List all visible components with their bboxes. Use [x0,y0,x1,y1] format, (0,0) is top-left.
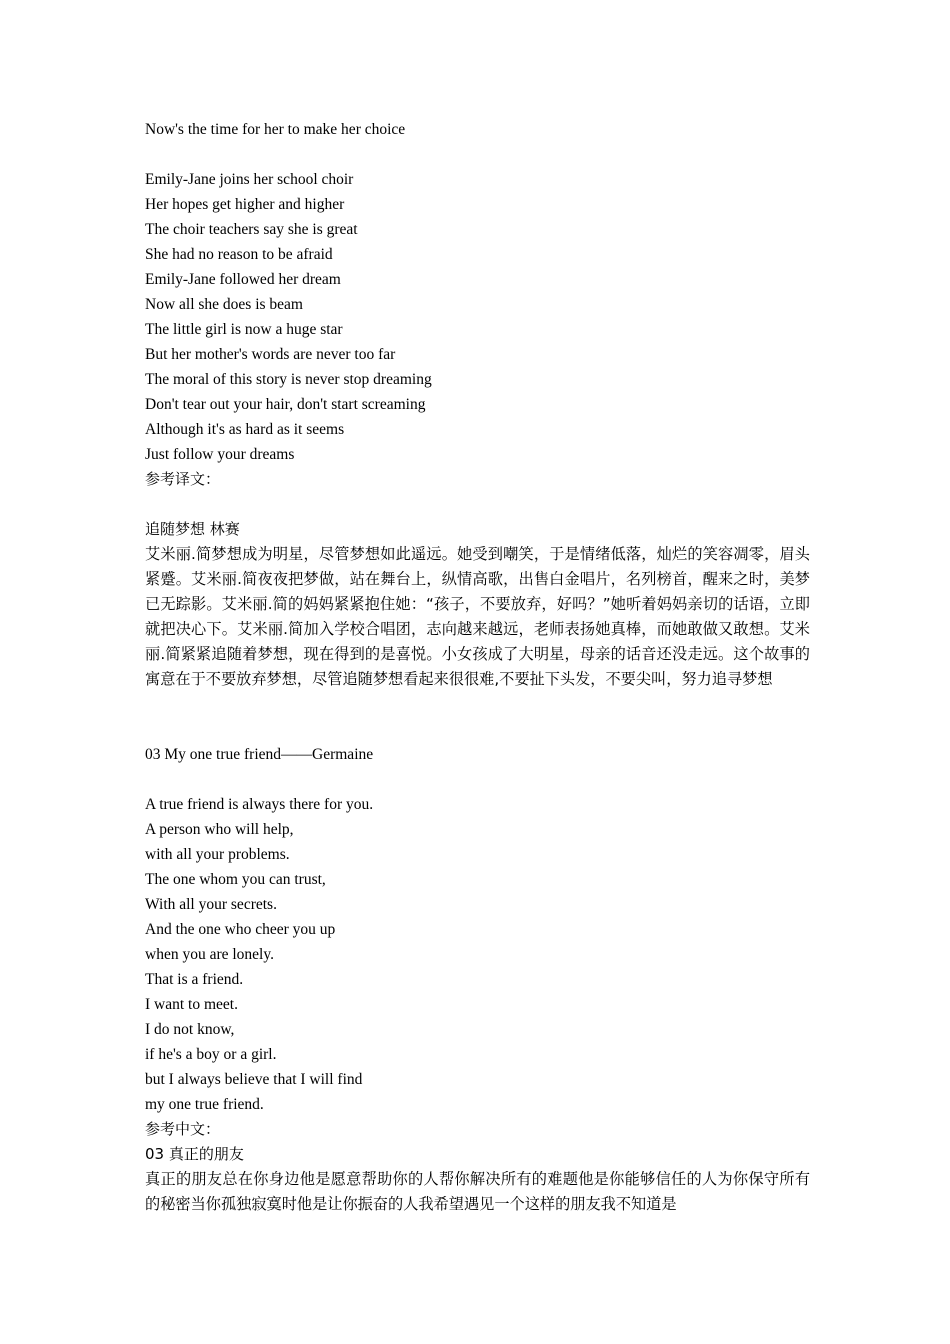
blank-line [145,717,810,742]
lyric-line: And the one who cheer you up [145,921,336,938]
lyric-line: With all your secrets. [145,896,277,913]
document-body [145,117,810,1217]
lyric-line: But her mother's words are never too far [145,346,396,363]
lyric-line: Now all she does is beam [145,296,303,313]
lyric-line: if he's a boy or a girl. [145,1046,277,1063]
lyric-line: She had no reason to be afraid [145,246,333,263]
lyric-line: The one whom you can trust, [145,871,326,888]
lyric-line: I want to meet. [145,996,238,1013]
blank-line [145,142,810,167]
lyric-line: my one true friend. [145,1096,264,1113]
blank-line [145,492,810,517]
translation-label: 参考中文： [145,1120,221,1138]
lyrics-dream [145,167,810,467]
lyric-line: Don't tear out your hair, don't start screaming [145,396,426,413]
lyric-line: Just follow your dreams [145,446,295,463]
translation-title: 03 真正的朋友 [145,1145,244,1163]
lyric-line: The choir teachers say she is great [145,221,358,238]
translation-paragraph: 真正的朋友总在你身边他是愿意帮助你的人帮你解决所有的难题他是你能够信任的人为你保守所有的秘密当你孤独寂寞时他是让你振奋的人我希望遇见一个这样的朋友我不知道是 [145,1170,810,1213]
lyric-line: A person who will help, [145,821,294,838]
translation-paragraph: 艾米丽.简梦想成为明星，尽管梦想如此遥远。她受到嘲笑，于是情绪低落，灿烂的笑容凋零，眉头紧蹙。艾米丽.简夜夜把梦做，站在舞台上，纵情高歌，出售白金唱片，名列榜首，醒来之时，美梦已无踪影。艾米丽.简的妈妈紧紧抱住她：“孩子，不要放弃，好吗？”她听着妈妈亲切的话语，立即就把决心下。艾米丽.简加入学校合唱团，志向越来越远，老师表扬她真棒，而她敢做又敢想。艾米丽.简紧紧追随着梦想，现在得到的是喜悦。小女孩成了大明星，母亲的话音还没走远。这个故事的寓意在于不要放弃梦想，尽管追随梦想看起来很很难,不要扯下头发，不要尖叫，努力追寻梦想 [145,545,810,688]
lyric-line: with all your problems. [145,846,290,863]
lyric-line: That is a friend. [145,971,244,988]
lyric-line: Emily-Jane followed her dream [145,271,341,288]
section-title: 03 My one true friend——Germaine [145,746,374,763]
lyric-line: A true friend is always there for you. [145,796,374,813]
blank-line [145,767,810,792]
translation-title: 追随梦想 林赛 [145,520,240,538]
lyric-line: when you are lonely. [145,946,274,963]
lyrics-friend [145,792,810,1117]
translation-label: 参考译文： [145,470,221,488]
lyric-line: Her hopes get higher and higher [145,196,345,213]
lyric-line: Emily-Jane joins her school choir [145,171,354,188]
lyric-line: The little girl is now a huge star [145,321,343,338]
intro-line: Now's the time for her to make her choice [145,121,406,138]
lyric-line: Although it's as hard as it seems [145,421,345,438]
lyric-line: but I always believe that I will find [145,1071,363,1088]
lyric-line: The moral of this story is never stop dreaming [145,371,432,388]
lyric-line: I do not know, [145,1021,235,1038]
